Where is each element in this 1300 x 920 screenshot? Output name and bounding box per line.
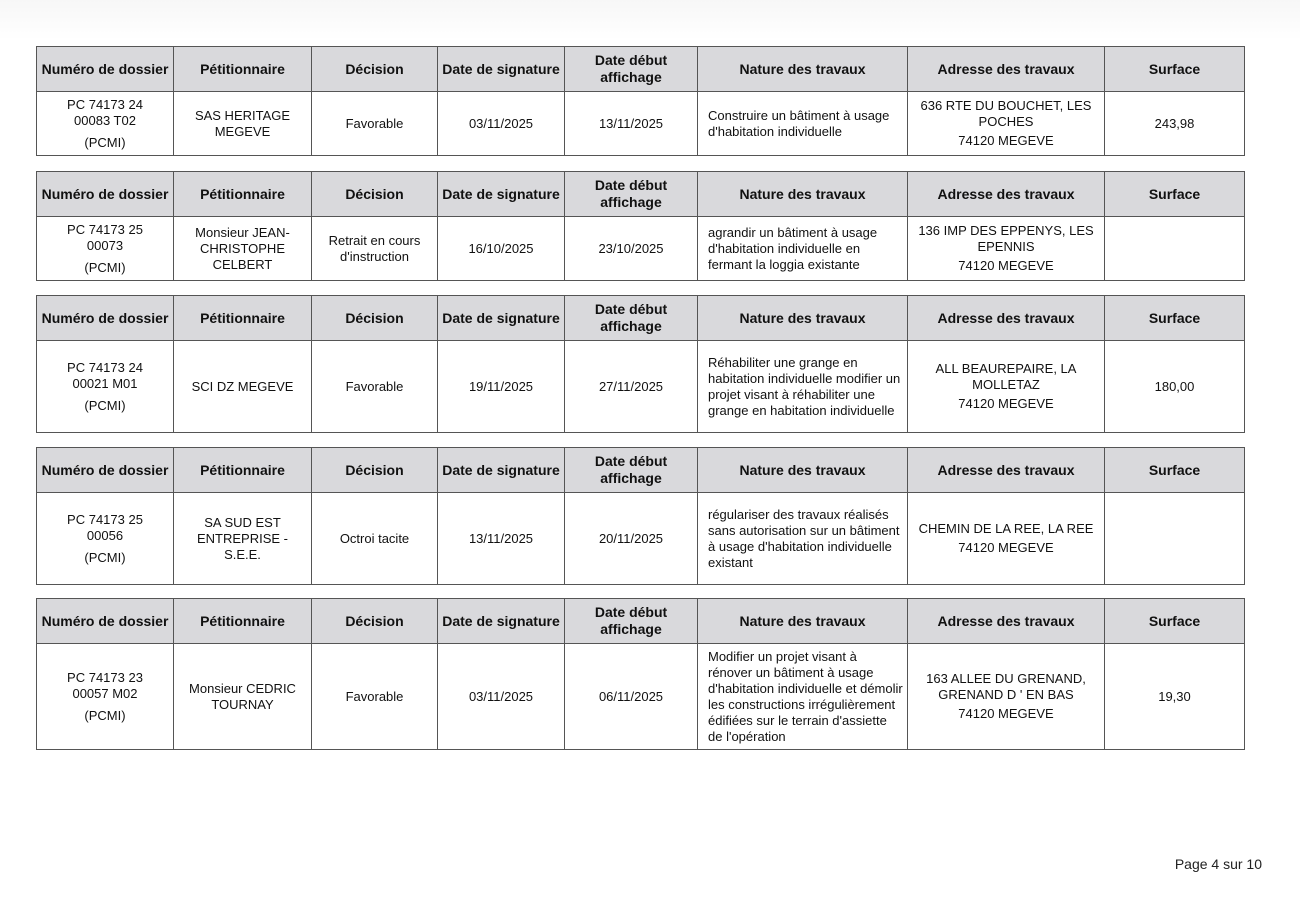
cell-date-signature: 16/10/2025	[438, 217, 565, 281]
header-decision: Décision	[312, 47, 438, 92]
header-date-affichage: Date début affichage	[565, 172, 698, 217]
dossier-number-suffix: 00073	[86, 237, 124, 253]
dossier-number: PC 74173 24	[67, 359, 143, 375]
header-adresse: Adresse des travaux	[908, 47, 1105, 92]
header-dossier: Numéro de dossier	[37, 47, 174, 92]
cell-surface: 180,00	[1105, 341, 1245, 433]
header-surface: Surface	[1105, 599, 1245, 644]
cell-nature: régulariser des travaux réalisés sans autorisation sur un bâtiment à usage d'habitation individuelle existant	[698, 493, 908, 585]
table-row	[37, 92, 1245, 156]
header-petitionnaire: Pétitionnaire	[174, 296, 312, 341]
cell-date-affichage: 06/11/2025	[565, 644, 698, 750]
cell-nature: agrandir un bâtiment à usage d'habitation individuelle en fermant la loggia existante	[698, 217, 908, 281]
cell-date-affichage: 13/11/2025	[565, 92, 698, 156]
cell-petitionnaire: Monsieur CEDRIC TOURNAY	[174, 644, 312, 750]
header-date-affichage: Date début affichage	[565, 448, 698, 493]
page-number: Page 4 sur 10	[1174, 856, 1262, 872]
cell-date-affichage: 27/11/2025	[565, 341, 698, 433]
cell-date-signature: 03/11/2025	[438, 644, 565, 750]
cell-petitionnaire: Monsieur JEAN-CHRISTOPHE CELBERT	[174, 217, 312, 281]
header-petitionnaire: Pétitionnaire	[174, 47, 312, 92]
dossier-type: (PCMI)	[84, 259, 126, 275]
table-header-row	[37, 296, 1245, 341]
cell-dossier	[37, 217, 174, 281]
dossier-number-suffix: 00021 M01	[72, 375, 138, 391]
header-petitionnaire: Pétitionnaire	[174, 172, 312, 217]
cell-adresse	[908, 217, 1105, 281]
header-decision: Décision	[312, 296, 438, 341]
dossier-type: (PCMI)	[84, 549, 126, 565]
dossier-number: PC 74173 23	[67, 669, 143, 685]
permit-table	[36, 295, 1245, 433]
cell-nature: Construire un bâtiment à usage d'habitation individuelle	[698, 92, 908, 156]
cell-dossier	[37, 644, 174, 750]
address-street: ALL BEAUREPAIRE, LA MOLLETAZ	[935, 361, 1077, 392]
header-surface: Surface	[1105, 448, 1245, 493]
cell-adresse	[908, 493, 1105, 585]
header-nature: Nature des travaux	[698, 172, 908, 217]
cell-decision: Favorable	[312, 92, 438, 156]
permit-table	[36, 598, 1245, 750]
cell-decision: Retrait en cours d'instruction	[312, 217, 438, 281]
table-header-row	[37, 172, 1245, 217]
cell-date-signature: 03/11/2025	[438, 92, 565, 156]
table-row	[37, 217, 1245, 281]
address-street: 636 RTE DU BOUCHET, LES POCHES	[920, 98, 1092, 129]
table-header-row	[37, 599, 1245, 644]
header-adresse: Adresse des travaux	[908, 296, 1105, 341]
header-nature: Nature des travaux	[698, 296, 908, 341]
table-row	[37, 341, 1245, 433]
address-street: CHEMIN DE LA REE, LA REE	[918, 521, 1094, 536]
header-surface: Surface	[1105, 296, 1245, 341]
header-decision: Décision	[312, 599, 438, 644]
header-adresse: Adresse des travaux	[908, 172, 1105, 217]
header-petitionnaire: Pétitionnaire	[174, 599, 312, 644]
header-dossier: Numéro de dossier	[37, 296, 174, 341]
header-nature: Nature des travaux	[698, 448, 908, 493]
permit-table	[36, 46, 1245, 156]
address-city: 74120 MEGEVE	[958, 396, 1054, 411]
address-city: 74120 MEGEVE	[958, 133, 1054, 148]
header-date-affichage: Date début affichage	[565, 599, 698, 644]
address-city: 74120 MEGEVE	[958, 540, 1054, 555]
dossier-number: PC 74173 25	[67, 221, 143, 237]
header-date-signature: Date de signature	[438, 448, 565, 493]
dossier-type: (PCMI)	[84, 707, 126, 723]
cell-dossier	[37, 341, 174, 433]
cell-surface: 19,30	[1105, 644, 1245, 750]
dossier-number-suffix: 00056	[86, 527, 124, 543]
cell-surface	[1105, 493, 1245, 585]
cell-petitionnaire: SAS HERITAGE MEGEVE	[174, 92, 312, 156]
header-adresse: Adresse des travaux	[908, 448, 1105, 493]
cell-decision: Favorable	[312, 341, 438, 433]
cell-dossier	[37, 92, 174, 156]
cell-dossier	[37, 493, 174, 585]
cell-petitionnaire: SA SUD EST ENTREPRISE - S.E.E.	[174, 493, 312, 585]
address-city: 74120 MEGEVE	[958, 258, 1054, 273]
cell-date-signature: 19/11/2025	[438, 341, 565, 433]
header-petitionnaire: Pétitionnaire	[174, 448, 312, 493]
cell-adresse	[908, 644, 1105, 750]
dossier-type: (PCMI)	[84, 134, 126, 150]
header-date-affichage: Date début affichage	[565, 47, 698, 92]
header-decision: Décision	[312, 448, 438, 493]
address-street: 163 ALLEE DU GRENAND, GRENAND D ' EN BAS	[926, 671, 1086, 702]
header-date-signature: Date de signature	[438, 47, 565, 92]
table-header-row	[37, 47, 1245, 92]
header-nature: Nature des travaux	[698, 47, 908, 92]
header-dossier: Numéro de dossier	[37, 448, 174, 493]
cell-adresse	[908, 341, 1105, 433]
cell-date-signature: 13/11/2025	[438, 493, 565, 585]
dossier-number-suffix: 00057 M02	[72, 685, 138, 701]
cell-date-affichage: 20/11/2025	[565, 493, 698, 585]
address-city: 74120 MEGEVE	[958, 706, 1054, 721]
header-date-affichage: Date début affichage	[565, 296, 698, 341]
header-surface: Surface	[1105, 47, 1245, 92]
dossier-number-suffix: 00083 T02	[74, 112, 136, 128]
cell-nature: Modifier un projet visant à rénover un bâtiment à usage d'habitation individuelle et démolir les constructions irrégulièrement édifiées sur le terrain d'assiette de l'opération	[698, 644, 908, 750]
header-date-signature: Date de signature	[438, 599, 565, 644]
address-street: 136 IMP DES EPPENYS, LES EPENNIS	[918, 223, 1094, 254]
dossier-type: (PCMI)	[84, 397, 126, 413]
header-adresse: Adresse des travaux	[908, 599, 1105, 644]
cell-nature: Réhabiliter une grange en habitation individuelle modifier un projet visant à réhabiliter une grange en habitation individuelle	[698, 341, 908, 433]
dossier-number: PC 74173 24	[67, 96, 143, 112]
cell-adresse	[908, 92, 1105, 156]
cell-petitionnaire: SCI DZ MEGEVE	[174, 341, 312, 433]
header-dossier: Numéro de dossier	[37, 172, 174, 217]
cell-surface: 243,98	[1105, 92, 1245, 156]
table-header-row	[37, 448, 1245, 493]
cell-surface	[1105, 217, 1245, 281]
table-row	[37, 493, 1245, 585]
cell-date-affichage: 23/10/2025	[565, 217, 698, 281]
permit-table	[36, 447, 1245, 585]
permit-table	[36, 171, 1245, 281]
header-dossier: Numéro de dossier	[37, 599, 174, 644]
header-decision: Décision	[312, 172, 438, 217]
table-row	[37, 644, 1245, 750]
header-surface: Surface	[1105, 172, 1245, 217]
header-date-signature: Date de signature	[438, 296, 565, 341]
header-date-signature: Date de signature	[438, 172, 565, 217]
cell-decision: Octroi tacite	[312, 493, 438, 585]
dossier-number: PC 74173 25	[67, 511, 143, 527]
cell-decision: Favorable	[312, 644, 438, 750]
header-nature: Nature des travaux	[698, 599, 908, 644]
